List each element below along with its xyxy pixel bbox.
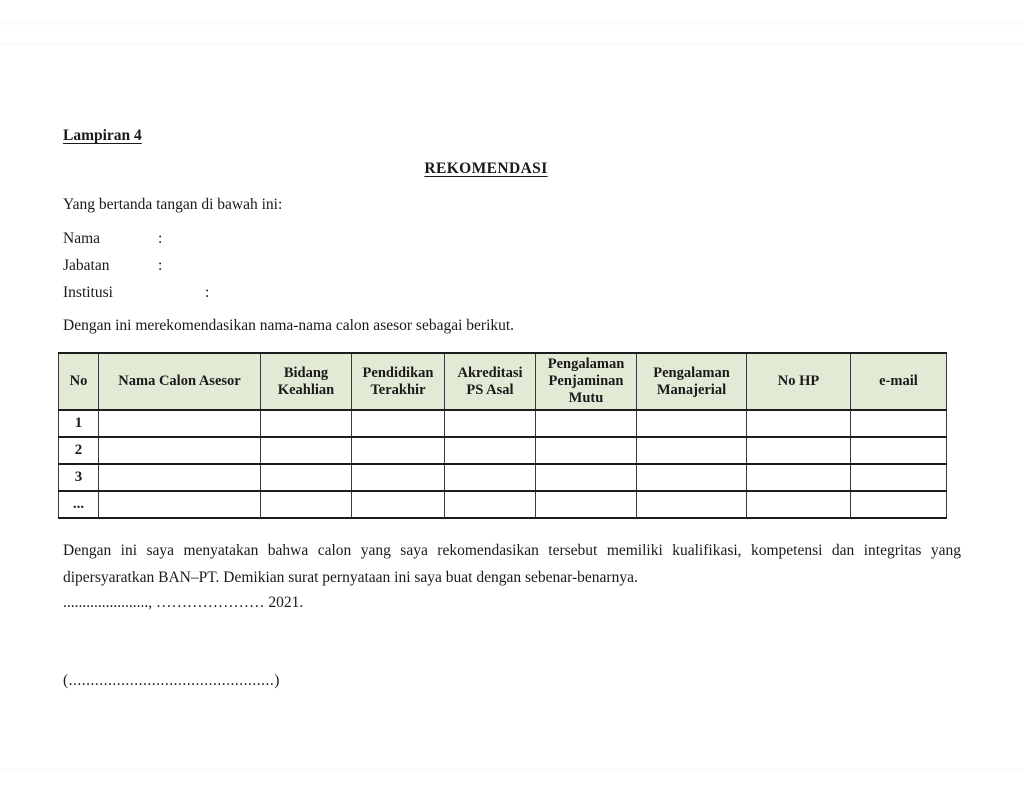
empty-data-cell xyxy=(261,437,352,464)
empty-data-cell xyxy=(99,464,261,491)
table-header-row xyxy=(59,353,947,410)
date-place-line: ......................, ………………… 2021. xyxy=(63,594,304,611)
column-header-3: Pendidikan Terakhir xyxy=(352,353,445,410)
table-row xyxy=(59,410,947,437)
empty-data-cell xyxy=(261,464,352,491)
empty-data-cell xyxy=(352,491,445,518)
table-row xyxy=(59,491,947,518)
recommendation-table xyxy=(58,352,947,519)
empty-data-cell xyxy=(261,410,352,437)
empty-data-cell xyxy=(747,491,851,518)
empty-data-cell xyxy=(637,437,747,464)
row-number-cell: 2 xyxy=(59,437,99,464)
field-nama xyxy=(63,230,209,257)
document-title xyxy=(63,160,909,178)
empty-data-cell xyxy=(536,437,637,464)
column-header-1: Nama Calon Asesor xyxy=(99,353,261,410)
table-lead-in: Dengan ini merekomendasikan nama-nama calon asesor sebagai berikut. xyxy=(63,317,515,334)
empty-data-cell xyxy=(99,437,261,464)
field-institusi-label: Institusi xyxy=(63,284,113,301)
scan-artifact xyxy=(0,21,1024,25)
field-jabatan-colon: : xyxy=(158,257,163,274)
empty-data-cell xyxy=(637,410,747,437)
field-institusi xyxy=(63,284,209,311)
empty-data-cell xyxy=(536,491,637,518)
empty-data-cell xyxy=(747,464,851,491)
column-header-0: No xyxy=(59,353,99,410)
empty-data-cell xyxy=(536,410,637,437)
table-row xyxy=(59,464,947,491)
empty-data-cell xyxy=(445,464,536,491)
statement-paragraph: Dengan ini saya menyatakan bahwa calon yang saya rekomendasikan tersebut memiliki kualifikasi, kompetensi dan integritas yang dipersyaratkan BAN–PT. Demikian surat pernyataan ini saya buat dengan sebenar-benarnya. xyxy=(63,542,961,586)
signatory-fields xyxy=(63,230,209,311)
empty-data-cell xyxy=(99,491,261,518)
column-header-5: Pengalaman Penjaminan Mutu xyxy=(536,353,637,410)
row-number-cell: ... xyxy=(59,491,99,518)
empty-data-cell xyxy=(352,410,445,437)
empty-data-cell xyxy=(352,437,445,464)
field-nama-colon: : xyxy=(158,230,163,247)
row-number-cell: 3 xyxy=(59,464,99,491)
table-body xyxy=(59,410,947,518)
signature-name-line: (...............................................) xyxy=(63,672,280,689)
field-nama-label: Nama xyxy=(63,230,101,247)
empty-data-cell xyxy=(851,491,947,518)
empty-data-cell xyxy=(99,410,261,437)
empty-data-cell xyxy=(747,437,851,464)
empty-data-cell xyxy=(851,464,947,491)
column-header-2: Bidang Keahlian xyxy=(261,353,352,410)
column-header-6: Pengalaman Manajerial xyxy=(637,353,747,410)
empty-data-cell xyxy=(445,410,536,437)
scan-artifact xyxy=(0,42,1024,45)
empty-data-cell xyxy=(851,437,947,464)
intro-text: Yang bertanda tangan di bawah ini: xyxy=(63,196,283,213)
column-header-4: Akreditasi PS Asal xyxy=(445,353,536,410)
empty-data-cell xyxy=(445,491,536,518)
lampiran-label: Lampiran 4 xyxy=(63,127,142,144)
empty-data-cell xyxy=(261,491,352,518)
column-header-8: e-mail xyxy=(851,353,947,410)
empty-data-cell xyxy=(637,464,747,491)
row-number-cell: 1 xyxy=(59,410,99,437)
field-jabatan-label: Jabatan xyxy=(63,257,110,274)
scan-artifact xyxy=(0,768,1024,772)
table-row xyxy=(59,437,947,464)
column-header-7: No HP xyxy=(747,353,851,410)
field-jabatan xyxy=(63,257,209,284)
empty-data-cell xyxy=(637,491,747,518)
empty-data-cell xyxy=(747,410,851,437)
empty-data-cell xyxy=(445,437,536,464)
empty-data-cell xyxy=(851,410,947,437)
document-title-text: REKOMENDASI xyxy=(424,160,548,177)
empty-data-cell xyxy=(536,464,637,491)
field-institusi-colon: : xyxy=(205,284,210,301)
empty-data-cell xyxy=(352,464,445,491)
